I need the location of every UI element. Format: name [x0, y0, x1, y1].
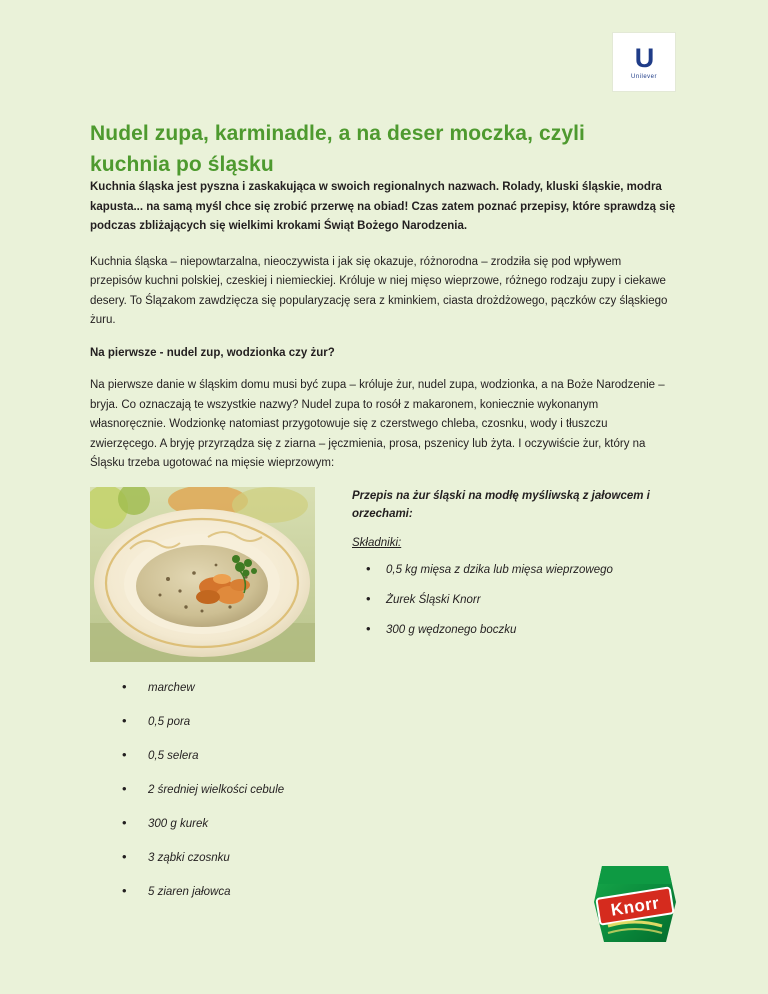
document-body — [90, 178, 676, 920]
recipe-title: Przepis na żur śląski na modłę myśliwską z jałowcem i orzechami: — [352, 489, 650, 520]
svg-text:Knorr: Knorr — [609, 893, 661, 920]
list-item: • 0,5 selera — [90, 747, 676, 765]
soup-photo-illustration — [90, 487, 315, 662]
list-item: • 0,5 kg mięsa z dzika lub mięsa wieprzowego — [352, 561, 676, 579]
ingredients-list-side — [352, 561, 676, 639]
paragraph-1: Kuchnia śląska – niepowtarzalna, nieoczywista i jak się okazuje, różnorodna – zrodziła się pod wpływem przepisów kuchni polskiej, czeskiej i niemieckiej. Króluje w niej mięso wieprzowe, różnego rodzaju zupy i ciekawe desery. To Ślązakom zawdzięcza się popularyzację sera z kminkiem, ciasta drożdżowego, pączków czy śląskiego żuru. — [90, 255, 668, 326]
knorr-logo-icon — [588, 860, 682, 948]
list-item: • 300 g wędzonego boczku — [352, 621, 676, 639]
unilever-u-icon: U — [634, 42, 654, 73]
recipe-media-row — [90, 487, 676, 665]
list-item: • 300 g kurek — [90, 815, 676, 833]
ingredients-label: Składniki: — [352, 536, 402, 549]
section-subheading: Na pierwsze - nudel zup, wodzionka czy żur? — [90, 346, 335, 359]
knorr-logo — [588, 860, 682, 948]
recipe-column — [352, 487, 676, 639]
unilever-wordmark: Unilever — [630, 73, 657, 80]
list-item: • marchew — [90, 679, 676, 697]
list-item: • Żurek Śląski Knorr — [352, 591, 676, 609]
unilever-logo — [612, 32, 676, 92]
list-item: • 2 średniej wielkości cebule — [90, 781, 676, 799]
lead-paragraph: Kuchnia śląska jest pyszna i zaskakująca w swoich regionalnych nazwach. Rolady, kluski śląskie, modra kapusta... na samą myśl chce się zrobić przerwę na obiad! Czas zatem poznać przepisy, które sprawdzą się podczas zbliżających się wielkimi krokami Świąt Bożego Narodzenia. — [90, 181, 676, 232]
page-title: Nudel zupa, karminadle, a na deser moczka, czyli kuchnia po śląsku — [90, 122, 585, 177]
list-item: • 3 ząbki czosnku — [90, 849, 676, 867]
list-item: • 5 ziaren jałowca — [90, 883, 676, 901]
list-item: • 0,5 pora — [90, 713, 676, 731]
soup-photo — [90, 487, 315, 662]
paragraph-2: Na pierwsze danie w śląskim domu musi być zupa – króluje żur, nudel zupa, wodzionka, a na Boże Narodzenie – bryja. Co oznaczają te wszystkie nazwy? Nudel zupa to rosół z makaronem, koniecznie wykonanym własnoręcznie. Wodzionkę natomiast przygotowuje się z czerstwego chleba, czosnku, wody i tłuszczu zwierzęcego. A bryję przyrządza się z ziarna – jęczmienia, prosa, pszenicy lub żyta. I oczywiście żur, który na Śląsku trzeba ugotować na mięsie wieprzowym: — [90, 379, 665, 469]
